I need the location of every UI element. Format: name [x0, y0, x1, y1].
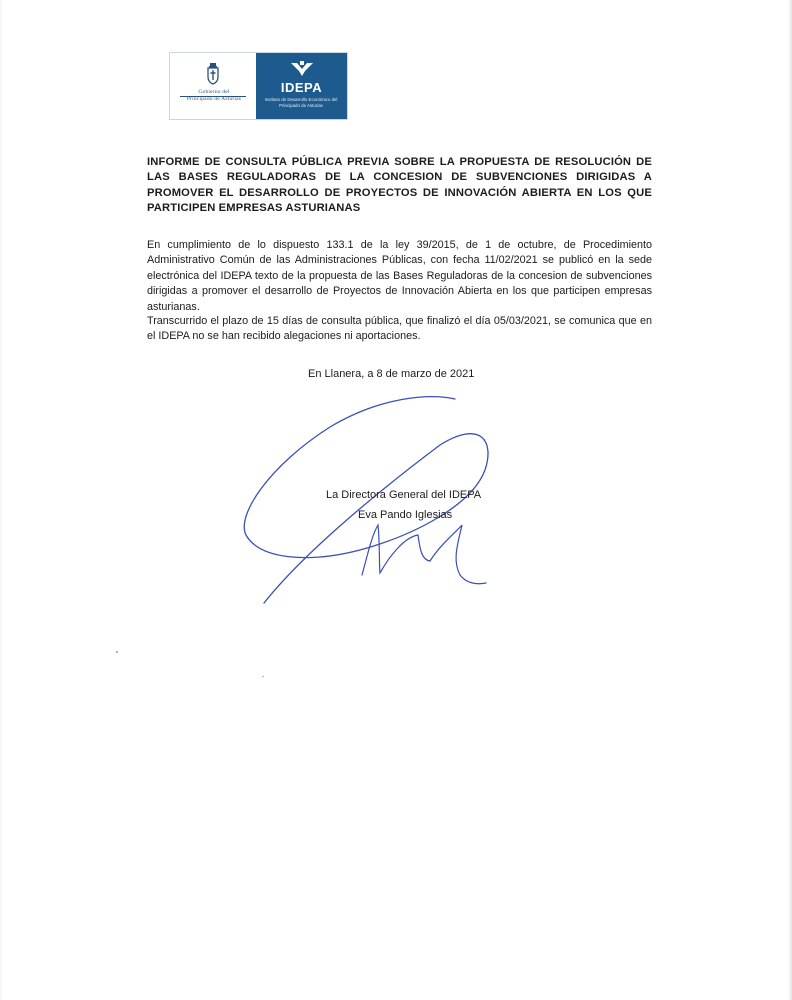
coat-of-arms-icon — [206, 63, 220, 85]
signatory-name: Eva Pando Iglesias — [358, 509, 453, 521]
body-paragraph-1: En cumplimiento de lo dispuesto 133.1 de la ley 39/2015, de 1 de octubre, de Procedimiento Administrativo Común de las Administraciones Públicas, con fecha 11/02/2021 se publicó en la sede electrónica del IDEPA texto de la propuesta de las Bases Reguladoras de la concesion de subvenciones dirigidas a promover el desarrollo de Proyectos de Innovación Abierta en los que participen empresas asturianas. — [147, 239, 652, 313]
idepa-logo-tagline: Instituto de Desarrollo Económico del Principado de Asturias — [264, 97, 338, 108]
idepa-logo-name: IDEPA — [280, 80, 323, 95]
principado-line-2: Principado de Asturias — [186, 96, 242, 102]
idepa-mark-icon — [290, 61, 314, 77]
document-title: INFORME DE CONSULTA PÚBLICA PREVIA SOBRE LA PROPUESTA DE RESOLUCIÓN DE LAS BASES REGULADORAS DE LA CONCESION DE SUBVENCIONES DIRIGIDAS A PROMOVER EL DESARROLLO DE PROYECTOS DE INNOVACIÓN ABIERTA EN LOS QUE PARTICIPEN EMPRESAS ASTURIANAS — [147, 156, 652, 215]
signatory-title: La Directora General del IDEPA — [326, 489, 482, 501]
scan-speck — [116, 651, 118, 653]
principado-line-1: Gobierno del — [198, 89, 230, 95]
body-paragraph-2: Transcurrido el plazo de 15 días de consulta pública, que finalizó el día 05/03/2021, se comunica que en el IDEPA no se han recibido alegaciones ni aportaciones. — [147, 315, 652, 343]
scan-edge-left — [0, 0, 2, 1000]
principado-logo — [170, 53, 256, 119]
place-date: En Llanera, a 8 de marzo de 2021 — [308, 368, 475, 380]
header-logos — [169, 52, 348, 120]
idepa-logo — [256, 53, 347, 119]
principado-rule — [180, 96, 246, 97]
scan-speck — [262, 676, 264, 677]
